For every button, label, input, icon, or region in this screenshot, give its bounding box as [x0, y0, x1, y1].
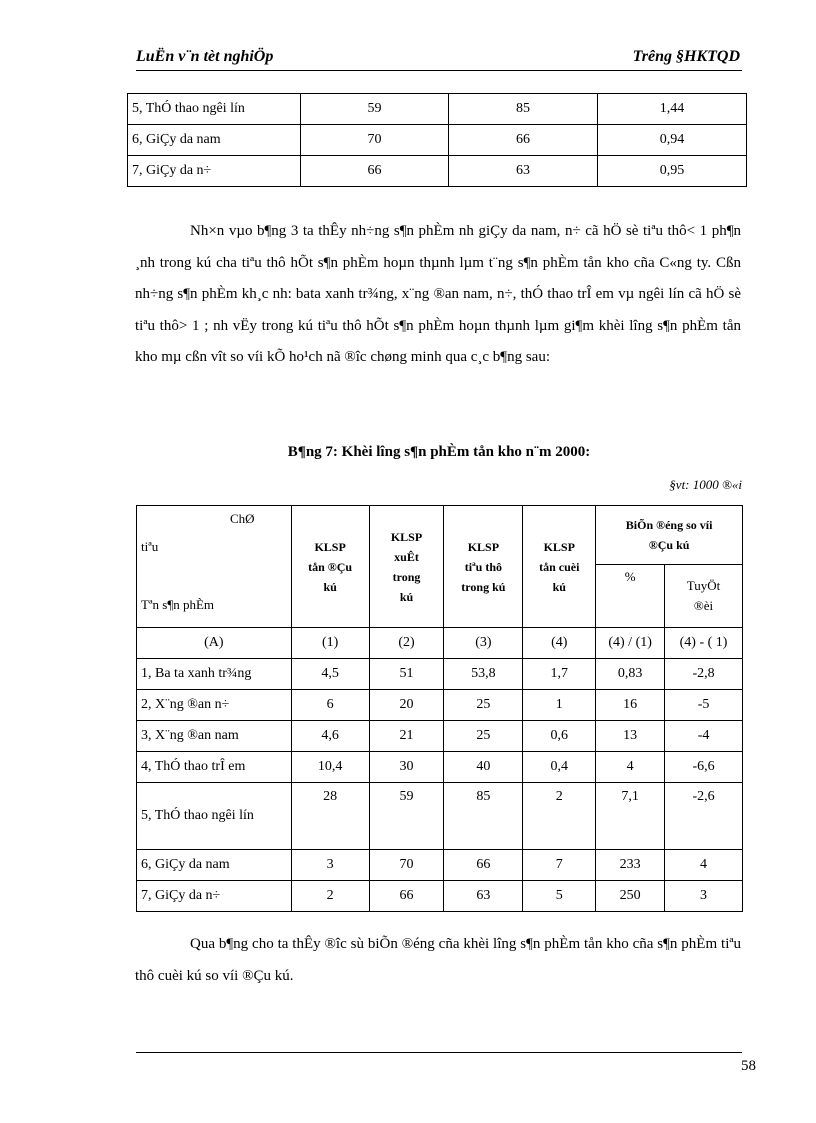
corner-mid-label: tiªu: [141, 539, 159, 554]
table-cell: 85: [449, 94, 598, 125]
table-cell: 66: [369, 881, 444, 912]
header-school: Trêng §HKTQD: [632, 48, 740, 65]
page-number: 58: [741, 1058, 756, 1074]
footer-divider: [136, 1052, 742, 1053]
table-cell: 63: [444, 881, 523, 912]
table-cell: 233: [596, 850, 665, 881]
paragraph-text: Qua b¶ng cho ta thÊy ®îc sù biÕn ®éng cña khèi lîng s¶n phÈm tån kho cña s¶n phÈm tiªu thô cuèi kú so víi ®Çu kú.: [135, 936, 741, 984]
table-cell: 1: [523, 690, 596, 721]
table-cell: -2,8: [665, 659, 743, 690]
table-cell: (A): [137, 628, 292, 659]
table-cell: 3: [291, 850, 369, 881]
paragraph-text: Nh×n vµo b¶ng 3 ta thÊy nh÷ng s¶n phÈm nh giÇy da nam, n÷ cã hÖ sè tiªu thô< 1 ph¶n ¸nh trong kú cha tiªu thô hÕt s¶n phÈm hoµn thµnh lµm t¨ng s¶n phÈm tån kho cña C«ng ty. Cßn nh÷ng s¶n phÈm kh¸c nh: bata xanh tr¾ng, x¨ng ®an nam, n÷, thÓ thao trÎ em vµ ngêi lín cã hÖ sè tiªu thô> 1 ; nh vËy trong kú tiªu thô hÕt s¶n phÈm hoµn thµnh lµm gi¶m khèi lîng s¶n phÈm tån kho mµ cßn vît so víi kÕ ho¹ch nã ®îc chøng minh qua c¸c b¶ng sau:: [135, 223, 741, 365]
inventory-table: [136, 505, 743, 912]
body-paragraph: [135, 929, 741, 992]
table-cell: 13: [596, 721, 665, 752]
table-cell: 28: [291, 783, 369, 850]
table-cell: 6, GiÇy da nam: [137, 850, 292, 881]
column-header: TuyÖt ®èi: [665, 565, 743, 628]
table-cell: 70: [301, 125, 449, 156]
table-cell: 1,44: [598, 94, 747, 125]
table-row: [137, 783, 743, 850]
table-cell: 3: [665, 881, 743, 912]
table-cell: (3): [444, 628, 523, 659]
table-cell: 30: [369, 752, 444, 783]
table-cell: 1, Ba ta xanh tr¾ng: [137, 659, 292, 690]
table-cell: 66: [444, 850, 523, 881]
table-cell: 4: [596, 752, 665, 783]
table-cell: 3, X¨ng ®an nam: [137, 721, 292, 752]
table-cell: 250: [596, 881, 665, 912]
table-cell: 5, ThÓ thao ngêi lín: [137, 783, 292, 850]
table-row: [137, 850, 743, 881]
table-row: [128, 156, 747, 187]
table-cell: 53,8: [444, 659, 523, 690]
table-cell: 70: [369, 850, 444, 881]
table-cell: 21: [369, 721, 444, 752]
table-cell: 5: [523, 881, 596, 912]
table-cell: 1,7: [523, 659, 596, 690]
corner-header: [137, 506, 292, 628]
table-cell: 7: [523, 850, 596, 881]
table-cell: 0,95: [598, 156, 747, 187]
table-cell: 0,94: [598, 125, 747, 156]
corner-bottom-label: Tªn s¶n phÈm: [141, 597, 215, 612]
table-row: [128, 94, 747, 125]
table-cell: (1): [291, 628, 369, 659]
table-cell: -6,6: [665, 752, 743, 783]
table-cell: 40: [444, 752, 523, 783]
index-row: [137, 628, 743, 659]
table-cell: -4: [665, 721, 743, 752]
table-cell: -2,6: [665, 783, 743, 850]
table-cell: 2, X¨ng ®an n÷: [137, 690, 292, 721]
table-title: B¶ng 7: Khèi lîng s¶n phÈm tån kho n¨m 2000:: [287, 444, 591, 460]
table-cell: 59: [301, 94, 449, 125]
column-group-header: BiÕn ®éng so víi ®Çu kú: [596, 506, 743, 565]
header-title: LuËn v¨n tèt nghiÖp: [136, 48, 274, 65]
table-cell: 25: [444, 721, 523, 752]
table-cell: 85: [444, 783, 523, 850]
page-header: [136, 46, 742, 71]
table-cell: 20: [369, 690, 444, 721]
table-cell: 5, ThÓ thao ngêi lín: [128, 94, 301, 125]
table-cell: 0,6: [523, 721, 596, 752]
table-cell: 66: [449, 125, 598, 156]
table-cell: (4) - ( 1): [665, 628, 743, 659]
table-cell: 51: [369, 659, 444, 690]
table-cell: 4,6: [291, 721, 369, 752]
table-cell: 4,5: [291, 659, 369, 690]
corner-top-label: ChØ: [230, 511, 255, 526]
table-cell: 6, GiÇy da nam: [128, 125, 301, 156]
table-cell: (4) / (1): [596, 628, 665, 659]
table-cell: 25: [444, 690, 523, 721]
unit-label: §vt: 1000 ®«i: [669, 477, 742, 492]
table-cell: 4, ThÓ thao trÎ em: [137, 752, 292, 783]
column-header: %: [596, 565, 665, 628]
table-cell: 10,4: [291, 752, 369, 783]
summary-table: [127, 93, 747, 187]
body-paragraph: [135, 216, 741, 374]
table-cell: (4): [523, 628, 596, 659]
table-cell: 59: [369, 783, 444, 850]
table-cell: 0,83: [596, 659, 665, 690]
table-cell: 2: [291, 881, 369, 912]
table-cell: -5: [665, 690, 743, 721]
table-cell: 7,1: [596, 783, 665, 850]
table-cell: 0,4: [523, 752, 596, 783]
table-row: [137, 752, 743, 783]
table-cell: 16: [596, 690, 665, 721]
table-row: [137, 881, 743, 912]
table-cell: 6: [291, 690, 369, 721]
table-cell: 66: [301, 156, 449, 187]
table-cell: 7, GiÇy da n÷: [128, 156, 301, 187]
table-cell: 4: [665, 850, 743, 881]
column-header: KLSP tiªu thô trong kú: [444, 506, 523, 628]
table-row: [137, 690, 743, 721]
table-cell: 7, GiÇy da n÷: [137, 881, 292, 912]
table-cell: 2: [523, 783, 596, 850]
column-header: KLSP tån ®Çu kú: [291, 506, 369, 628]
table-row: [137, 721, 743, 752]
column-header: KLSP tån cuèi kú: [523, 506, 596, 628]
table-cell: 63: [449, 156, 598, 187]
table-cell: (2): [369, 628, 444, 659]
table-row: [128, 125, 747, 156]
column-header: KLSP xuÊt trong kú: [369, 506, 444, 628]
table-row: [137, 659, 743, 690]
